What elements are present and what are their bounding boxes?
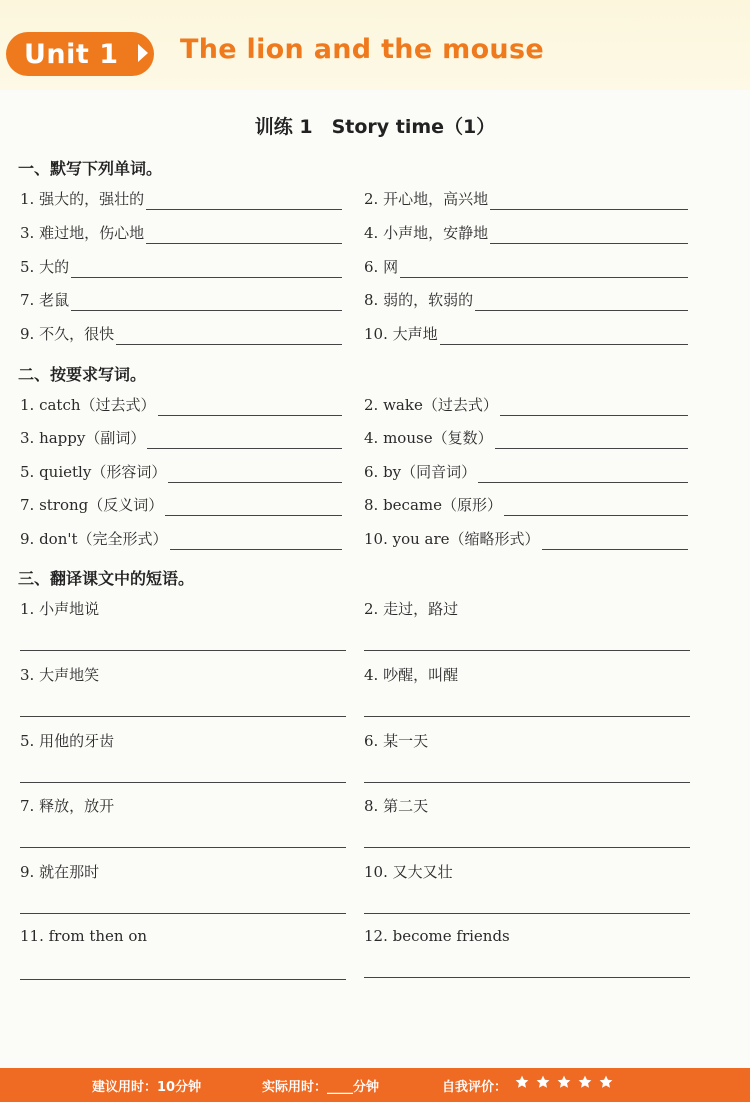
answer-line[interactable] — [364, 782, 690, 783]
self-eval-label: 自我评价： — [442, 1080, 508, 1095]
s2-item-4 — [364, 427, 688, 449]
answer-blank[interactable] — [490, 229, 688, 244]
answer-blank[interactable] — [168, 468, 342, 483]
item-label: 10. 大声地 — [364, 325, 438, 343]
answer-blank[interactable] — [440, 330, 688, 345]
s2-item-2 — [364, 394, 688, 416]
s1-item-5 — [20, 256, 342, 278]
answer-blank[interactable] — [146, 195, 342, 210]
s3-item-2: 2. 走过，路过 — [364, 600, 459, 618]
s1-item-6 — [364, 256, 688, 278]
s1-item-8 — [364, 289, 688, 311]
item-label: 2. wake（过去式） — [364, 396, 498, 414]
s1-item-3 — [20, 222, 342, 244]
item-label: 4. 小声地，安静地 — [364, 224, 489, 242]
item-label: 6. by（同音词） — [364, 463, 477, 481]
flower-icon[interactable] — [577, 1074, 593, 1090]
answer-blank[interactable] — [71, 263, 342, 278]
s2-item-5 — [20, 461, 342, 483]
answer-blank[interactable] — [400, 263, 688, 278]
item-label: 9. 不久，很快 — [20, 325, 115, 343]
item-label: 8. 弱的，软弱的 — [364, 291, 474, 309]
s3-item-6: 6. 某一天 — [364, 732, 429, 750]
s2-item-1 — [20, 394, 342, 416]
actual-time: 实际用时：____分钟 — [262, 1080, 380, 1095]
s3-item-3: 3. 大声地笑 — [20, 666, 100, 684]
item-label: 5. quietly（形容词） — [20, 463, 167, 481]
answer-blank[interactable] — [504, 501, 688, 516]
item-label: 5. 大的 — [20, 258, 70, 276]
unit-badge — [6, 32, 154, 76]
item-label: 3. happy（副词） — [20, 429, 146, 447]
suggested-time: 建议用时：10分钟 — [92, 1080, 202, 1095]
answer-line[interactable] — [20, 782, 346, 783]
flower-icon[interactable] — [535, 1074, 551, 1090]
s3-item-10: 10. 又大又壮 — [364, 863, 453, 881]
s2-item-8 — [364, 494, 688, 516]
answer-blank[interactable] — [71, 296, 342, 311]
s3-item-1: 1. 小声地说 — [20, 600, 100, 618]
s3-item-5: 5. 用他的牙齿 — [20, 732, 115, 750]
section-title-3: 三、翻译课文中的短语。 — [18, 569, 195, 588]
answer-line[interactable] — [364, 913, 690, 914]
answer-line[interactable] — [364, 977, 690, 978]
item-label: 1. catch（过去式） — [20, 396, 156, 414]
s1-item-4 — [364, 222, 688, 244]
answer-blank[interactable] — [475, 296, 688, 311]
page-header — [0, 0, 750, 90]
item-label: 9. don't（完全形式） — [20, 530, 168, 548]
answer-blank[interactable] — [158, 401, 342, 416]
s2-item-6 — [364, 461, 688, 483]
footer-bar — [0, 1068, 750, 1102]
answer-blank[interactable] — [478, 468, 688, 483]
s1-item-7 — [20, 289, 342, 311]
answer-blank[interactable] — [170, 535, 342, 550]
s2-item-10 — [364, 528, 688, 550]
s3-item-8: 8. 第二天 — [364, 797, 429, 815]
item-label: 3. 难过地，伤心地 — [20, 224, 145, 242]
answer-line[interactable] — [20, 913, 346, 914]
answer-blank[interactable] — [490, 195, 688, 210]
section-title-1: 一、默写下列单词。 — [18, 159, 163, 178]
item-label: 1. 强大的，强壮的 — [20, 190, 145, 208]
item-label: 4. mouse（复数） — [364, 429, 493, 447]
answer-line[interactable] — [20, 650, 346, 651]
s1-item-9 — [20, 323, 342, 345]
answer-blank[interactable] — [116, 330, 342, 345]
s1-item-1 — [20, 188, 342, 210]
flower-icon[interactable] — [556, 1074, 572, 1090]
training-title: 训练 1 Story time（1） — [254, 116, 496, 138]
item-label: 7. 老鼠 — [20, 291, 70, 309]
s3-item-11: 11. from then on — [20, 927, 148, 945]
play-arrow-icon — [138, 44, 148, 62]
s2-item-3 — [20, 427, 342, 449]
s1-item-2 — [364, 188, 688, 210]
answer-line[interactable] — [20, 716, 346, 717]
flower-icon[interactable] — [598, 1074, 614, 1090]
item-label: 6. 网 — [364, 258, 399, 276]
item-label: 10. you are（缩略形式） — [364, 530, 540, 548]
s2-item-9 — [20, 528, 342, 550]
answer-blank[interactable] — [165, 501, 342, 516]
answer-line[interactable] — [20, 979, 346, 980]
answer-line[interactable] — [364, 716, 690, 717]
section-title-2: 二、按要求写词。 — [18, 365, 147, 384]
item-label: 8. became（原形） — [364, 496, 503, 514]
s3-item-9: 9. 就在那时 — [20, 863, 100, 881]
answer-blank[interactable] — [500, 401, 688, 416]
answer-blank[interactable] — [147, 434, 342, 449]
item-label: 2. 开心地，高兴地 — [364, 190, 489, 208]
unit-label: Unit 1 — [24, 38, 119, 70]
answer-line[interactable] — [364, 847, 690, 848]
s3-item-7: 7. 释放，放开 — [20, 797, 115, 815]
answer-blank[interactable] — [542, 535, 688, 550]
s3-item-4: 4. 吵醒，叫醒 — [364, 666, 459, 684]
answer-line[interactable] — [20, 847, 346, 848]
answer-line[interactable] — [364, 650, 690, 651]
unit-title: The lion and the mouse — [180, 34, 544, 65]
s1-item-10 — [364, 323, 688, 345]
answer-blank[interactable] — [146, 229, 342, 244]
answer-blank[interactable] — [495, 434, 688, 449]
s2-item-7 — [20, 494, 342, 516]
flower-icon[interactable] — [514, 1074, 530, 1090]
s3-item-12: 12. become friends — [364, 927, 510, 945]
item-label: 7. strong（反义词） — [20, 496, 164, 514]
